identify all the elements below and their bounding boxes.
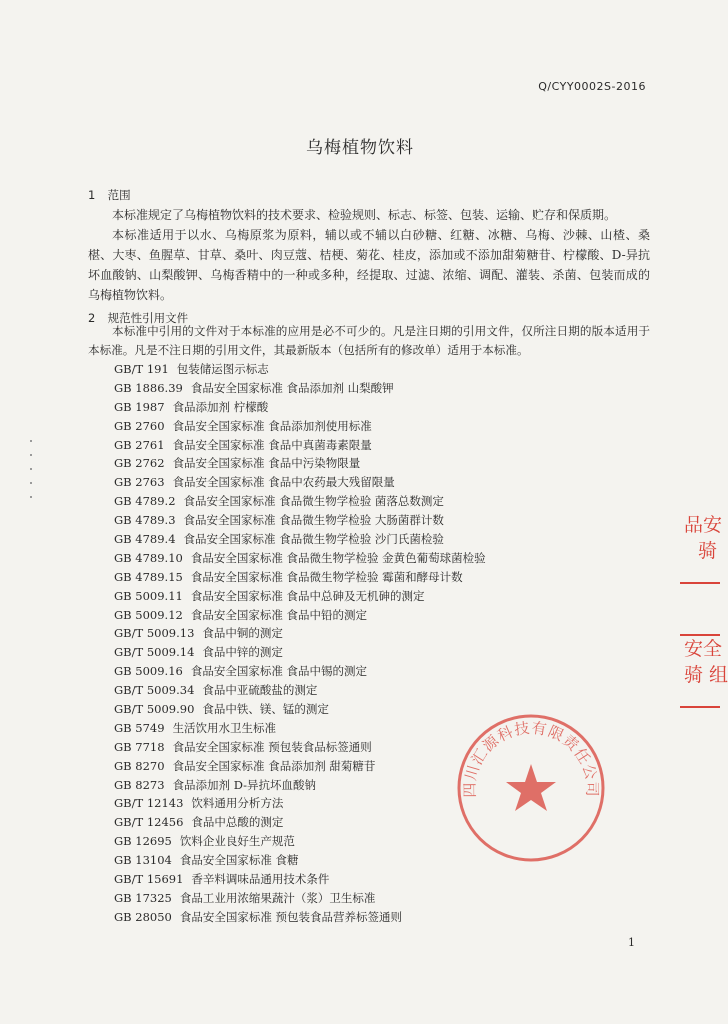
reference-item [114, 776, 486, 795]
reference-title: 食品安全国家标准 食品中锡的测定 [190, 664, 368, 679]
reference-title: 饮料企业良好生产规范 [179, 834, 295, 849]
reference-code: GB 8273 [114, 777, 165, 792]
reference-item [114, 511, 486, 530]
reference-item [114, 454, 486, 473]
reference-title: 食品安全国家标准 食品中农药最大残留限量 [172, 475, 395, 490]
edge-seal-fragment [680, 512, 723, 584]
reference-item [114, 379, 486, 398]
reference-item [114, 757, 486, 776]
reference-code: GB 4789.3 [114, 513, 176, 528]
section-number: 2 [88, 311, 96, 325]
reference-code: GB 1886.39 [114, 380, 183, 395]
reference-item [114, 719, 486, 738]
edge-seal-text: 骑 组 [684, 664, 728, 686]
reference-item [114, 568, 486, 587]
reference-code: GB/T 12143 [114, 796, 184, 811]
reference-code: GB 2763 [114, 475, 165, 490]
reference-title: 食品添加剂 柠檬酸 [172, 399, 269, 414]
reference-title: 食品安全国家标准 食品中总砷及无机砷的测定 [190, 588, 425, 603]
section-title: 规范性引用文件 [107, 311, 189, 325]
reference-title: 食品安全国家标准 食品微生物学检验 大肠菌群计数 [183, 513, 444, 528]
reference-item [114, 851, 486, 870]
company-seal [455, 712, 607, 864]
reference-code: GB 17325 [114, 890, 172, 905]
binding-marks [28, 440, 34, 500]
reference-list [114, 360, 486, 927]
reference-item [114, 700, 486, 719]
reference-title: 香辛料调味品通用技术条件 [191, 872, 330, 887]
reference-title: 食品安全国家标准 食品微生物学检验 沙门氏菌检验 [183, 532, 444, 547]
reference-title: 食品工业用浓缩果蔬汁（浆）卫生标准 [179, 890, 376, 905]
reference-item [114, 417, 486, 436]
reference-item [114, 681, 486, 700]
reference-title: 食品中铁、镁、锰的测定 [202, 702, 329, 717]
reference-item [114, 870, 486, 889]
reference-title: 食品安全国家标准 食糖 [179, 853, 299, 868]
reference-item [114, 908, 486, 927]
edge-seal-text: 品安 [684, 514, 723, 536]
edge-seal-text: 安全 [684, 638, 723, 660]
reference-title: 食品中铜的测定 [202, 626, 283, 641]
reference-title: 食品安全国家标准 食品微生物学检验 霉菌和酵母计数 [190, 569, 463, 584]
reference-title: 食品安全国家标准 食品中污染物限量 [172, 456, 361, 471]
reference-item [114, 473, 486, 492]
reference-code: GB 2760 [114, 418, 165, 433]
references-intro: 本标准中引用的文件对于本标准的应用是必不可少的。凡是注日期的引用文件，仅所注日期的版本适用于本标准。凡是不注日期的引用文件，其最新版本（包括所有的修改单）适用于本标准。 [88, 324, 650, 357]
reference-title: 生活饮用水卫生标准 [172, 720, 277, 735]
scope-paragraph-1: 本标准规定了乌梅植物饮料的技术要求、检验规则、标志、标签、包装、运输、贮存和保质期。 [112, 208, 617, 222]
section-heading-scope [88, 187, 131, 203]
reference-item [114, 360, 486, 379]
reference-title: 食品安全国家标准 预包装食品标签通则 [172, 739, 372, 754]
reference-code: GB/T 12456 [114, 815, 184, 830]
reference-code: GB/T 191 [114, 362, 169, 376]
reference-item [114, 530, 486, 549]
reference-title: 食品添加剂 D-异抗坏血酸钠 [172, 777, 317, 792]
reference-item [114, 549, 486, 568]
seal-text: 四川汇源科技有限责任公司 [460, 718, 602, 798]
standard-code: Q/CYY0002S-2016 [538, 80, 646, 93]
reference-code: GB 5009.12 [114, 607, 183, 622]
reference-item [114, 662, 486, 681]
reference-title: 食品安全国家标准 食品添加剂 甜菊糖苷 [172, 758, 376, 773]
reference-item [114, 587, 486, 606]
reference-title: 食品安全国家标准 食品微生物学检验 金黄色葡萄球菌检验 [190, 550, 486, 565]
reference-code: GB/T 5009.90 [114, 702, 195, 717]
reference-item [114, 889, 486, 908]
reference-item [114, 606, 486, 625]
edge-seal-text: 骑 [698, 540, 718, 562]
reference-code: GB/T 5009.14 [114, 645, 195, 660]
reference-item [114, 813, 486, 832]
reference-item [114, 436, 486, 455]
reference-title: 食品中总酸的测定 [191, 815, 284, 830]
reference-code: GB/T 5009.13 [114, 626, 195, 641]
section-title: 范围 [107, 188, 131, 202]
edge-seal-fragment [680, 634, 728, 708]
reference-code: GB 4789.15 [114, 569, 183, 584]
reference-title: 食品安全国家标准 食品中真菌毒素限量 [172, 437, 372, 452]
reference-code: GB 4789.10 [114, 550, 183, 565]
reference-title: 食品安全国家标准 预包装食品营养标签通则 [179, 909, 403, 924]
reference-item [114, 738, 486, 757]
reference-title: 食品中亚硫酸盐的测定 [202, 683, 318, 698]
reference-title: 食品安全国家标准 食品添加剂 山梨酸钾 [190, 380, 394, 395]
reference-title: 饮料通用分析方法 [191, 796, 284, 811]
reference-code: GB 4789.2 [114, 494, 176, 509]
reference-title: 食品中锌的测定 [202, 645, 283, 660]
reference-item [114, 794, 486, 813]
reference-code: GB 7718 [114, 739, 165, 754]
reference-code: GB 1987 [114, 399, 165, 414]
reference-title: 食品安全国家标准 食品添加剂使用标准 [172, 418, 372, 433]
reference-code: GB 4789.4 [114, 532, 176, 547]
reference-code: GB 5749 [114, 720, 165, 735]
reference-item [114, 398, 486, 417]
reference-code: GB 13104 [114, 853, 172, 868]
reference-item [114, 832, 486, 851]
reference-code: GB/T 5009.34 [114, 683, 195, 698]
reference-code: GB 2761 [114, 437, 165, 452]
reference-title: 食品安全国家标准 食品微生物学检验 菌落总数测定 [183, 494, 444, 509]
document-title: 乌梅植物饮料 [306, 138, 414, 158]
reference-item [114, 492, 486, 511]
reference-item [114, 643, 486, 662]
reference-code: GB 5009.11 [114, 588, 183, 603]
reference-title: 食品安全国家标准 食品中铅的测定 [190, 607, 368, 622]
reference-code: GB 5009.16 [114, 664, 183, 679]
seal-star-icon [506, 764, 556, 811]
reference-item [114, 624, 486, 643]
reference-code: GB 12695 [114, 834, 172, 849]
reference-code: GB/T 15691 [114, 872, 184, 887]
page-number: 1 [628, 936, 635, 949]
reference-code: GB 28050 [114, 909, 172, 924]
reference-title: 包装储运图示标志 [176, 362, 269, 376]
section-number: 1 [88, 188, 96, 202]
scope-paragraph-2: 本标准适用于以水、乌梅原浆为原料，辅以或不辅以白砂糖、红糖、冰糖、乌梅、沙棘、山楂、桑椹、大枣、鱼腥草、甘草、桑叶、肉豆蔻、桔梗、菊花、桂皮，添加或不添加甜菊糖苷、柠檬酸、D-异抗坏血酸钠、山梨酸钾、乌梅香精中的一种或多种，经提取、过滤、浓缩、调配、灌装、杀菌、包装而成的乌梅植物饮料。 [88, 228, 650, 302]
reference-code: GB 8270 [114, 758, 165, 773]
reference-code: GB 2762 [114, 456, 165, 471]
